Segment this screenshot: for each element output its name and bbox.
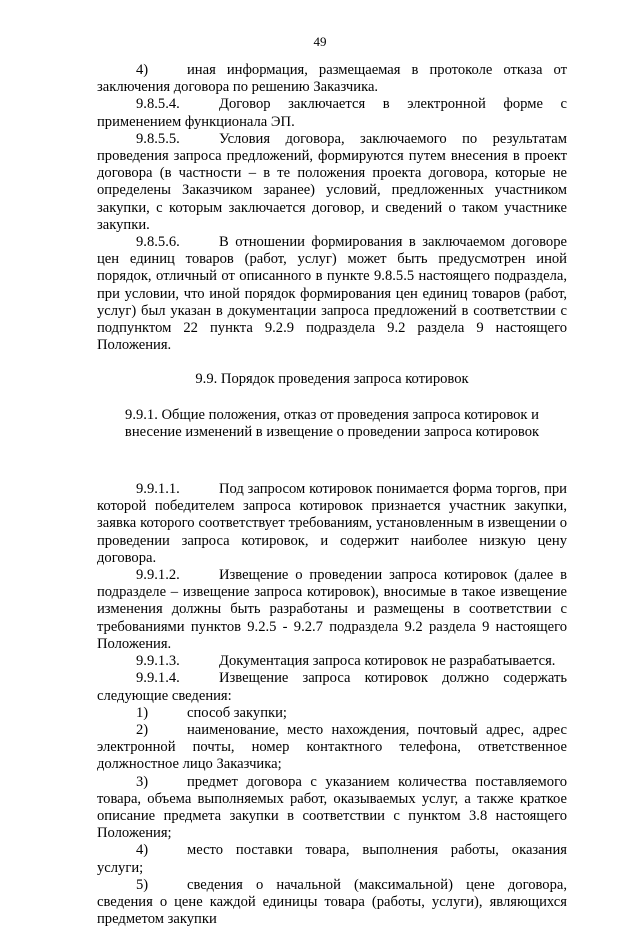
list-item-text: иная информация, размещаемая в протоколе отказа от заключения договора по решению Заказчика. — [97, 62, 567, 96]
list-item-text: предмет договора с указанием количества поставляемого товара, объема выполняемых работ, оказываемых услуг, а также краткое описание предмета закупки в соответствии с пунктом 3.8 настоящего Положения; — [97, 773, 567, 842]
list-item-number: 1) — [136, 704, 149, 721]
clause-text: В отношении формирования в заключаемом договоре цен единиц товаров (работ, услуг) может быть предусмотрен иной порядок, отличный от описанного в пункте 9.8.5.5 настоящего подраздела, при условии, что иной порядок формирования цен единиц товаров (работ, услуг) был указан в документации запроса предложений в соответствии с подпунктом 22 пункта 9.2.9 подраздела 9.2 раздела 9 настоящего Положения. — [97, 234, 567, 354]
list-item-number: 3) — [136, 773, 149, 790]
clause-text: Условия договора, заключаемого по результатам проведения запроса предложений, формируются путем внесения в проект договора (в частности – в те положения проекта договора, которые не определены Заказчиком заранее) условий, предложенных участником закупки, с которым заключается договор, и сведений о таком участнике закупки. — [97, 130, 567, 233]
subsection-heading: 9.9.1. Общие положения, отказ от проведения запроса котировок и внесение изменений в извещение о проведении запроса котировок — [124, 406, 540, 440]
clause-number: 9.8.5.4. — [136, 96, 180, 113]
list-item-text: способ закупки; — [187, 704, 287, 721]
list-item — [97, 842, 567, 876]
list-item-text: наименование, место нахождения, почтовый адрес, адрес электронной почты, номер контактного телефона, ответственное должностное лицо Заказчика; — [97, 721, 567, 773]
clause-paragraph — [97, 481, 567, 567]
clause-paragraph — [97, 670, 567, 704]
clause-paragraph — [97, 234, 567, 354]
list-item — [97, 722, 567, 774]
clause-number: 9.9.1.2. — [136, 567, 180, 584]
clause-paragraph — [97, 96, 567, 130]
list-item-text: сведения о начальной (максимальной) цене договора, сведения о цене каждой единицы товара (работы, услуги), являющихся предметом закупки — [97, 876, 567, 928]
clause-number: 9.9.1.4. — [136, 670, 180, 687]
clause-paragraph — [97, 131, 567, 234]
list-item — [97, 774, 567, 843]
list-item — [97, 705, 567, 722]
clause-text: Извещение о проведении запроса котировок (далее в подразделе – извещение запроса котировок), вносимые в такое извещение изменения должны быть разработаны и размещены в соответствии с требованиями пунктов 9.2.5 - 9.2.7 подраздела 9.2 раздела 9 настоящего Положения. — [97, 567, 567, 652]
list-item — [97, 877, 567, 928]
clause-number: 9.9.1.1. — [136, 481, 180, 498]
clause-paragraph — [97, 567, 567, 653]
clause-text: Договор заключается в электронной форме с применением функционала ЭП. — [97, 96, 567, 130]
clause-text: Под запросом котировок понимается форма торгов, при которой победителем запроса котировок признается участник закупки, заявка которого соответствует требованиям, установленным в извещении о проведении запроса котировок, и содержит наиболее низкую цену договора. — [97, 481, 567, 566]
clause-number: 9.8.5.5. — [136, 130, 180, 147]
clause-number: 9.9.1.3. — [136, 653, 180, 670]
list-item-number: 5) — [136, 876, 149, 893]
section-heading: 9.9. Порядок проведения запроса котировок — [195, 371, 469, 388]
page-number: 49 — [313, 34, 327, 49]
list-item-number: 4) — [136, 842, 149, 859]
list-item-number: 2) — [136, 721, 149, 738]
list-item-number: 4) — [136, 62, 149, 78]
clause-paragraph — [97, 653, 567, 670]
list-item-text: место поставки товара, выполнения работы, оказания услуги; — [97, 842, 567, 876]
list-item — [97, 62, 567, 96]
clause-text: Документация запроса котировок не разрабатывается. — [219, 653, 556, 670]
clause-number: 9.8.5.6. — [136, 234, 180, 251]
page-content — [97, 62, 567, 928]
clause-text: Извещение запроса котировок должно содержать следующие сведения: — [97, 670, 567, 704]
